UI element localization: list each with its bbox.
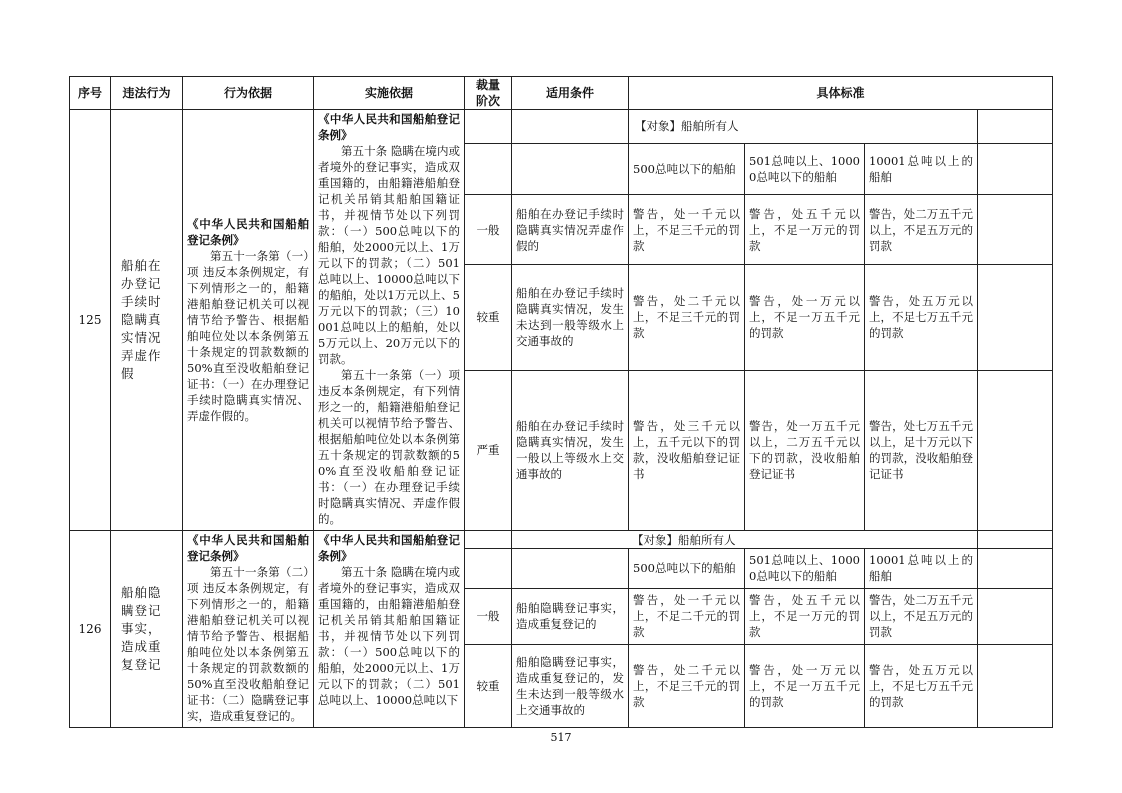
violation-act: 船舶隐瞒登记事实，造成重复登记 <box>121 585 162 672</box>
basis-title: 《中华人民共和国船舶登记条例》 <box>187 217 309 247</box>
header-impl: 实施依据 <box>314 77 465 110</box>
standard-tier-2: 警告，处五千元以上，不足一万元的罚款 <box>749 593 860 640</box>
header-row <box>70 77 1053 110</box>
header-basis: 行为依据 <box>183 77 314 110</box>
level-label: 严重 <box>465 370 512 530</box>
condition-text: 船舶隐瞒登记事实，造成重复登记的 <box>516 601 624 632</box>
standard-tier-2: 警告，处一万元以上，不足一万五千元的罚款 <box>749 663 860 710</box>
basis-title: 《中华人民共和国船舶登记条例》 <box>187 533 309 563</box>
condition-text: 船舶在办登记手续时隐瞒真实情况，发生一般以上等级水上交通事故的 <box>516 419 624 482</box>
standard-tier-1: 警告，处二千元以上，不足三千元的罚款 <box>633 663 740 710</box>
penalty-standards-table <box>69 76 1053 728</box>
standard-tier-3: 警告，处五万元以上，不足七万五千元的罚款 <box>869 294 973 341</box>
standard-tier-1: 警告，处二千元以上，不足三千元的罚款 <box>633 294 740 341</box>
level-label: 较重 <box>465 265 512 371</box>
condition-text: 船舶隐瞒登记事实，造成重复登记的，发生未达到一般等级水上交通事故的 <box>516 655 624 718</box>
tier-2: 501总吨以上、10000总吨以下的船舶 <box>749 553 860 584</box>
table-row <box>70 531 1053 549</box>
standard-tier-2: 警告，处一万元以上，不足一万五千元的罚款 <box>749 294 860 341</box>
row-number: 126 <box>70 531 111 728</box>
header-level: 裁量 阶次 <box>465 77 512 110</box>
violation-act: 船舶在办登记手续时隐瞒真实情况弄虚作假 <box>121 258 162 381</box>
condition-text: 船舶在办登记手续时隐瞒真实情况，发生未达到一般等级水上交通事故的 <box>516 286 624 349</box>
object-label: 【对象】船舶所有人 <box>635 119 739 134</box>
header-act: 违法行为 <box>111 77 183 110</box>
basis-body: 第五十一条第（一）项 违反本条例规定，有下列情形之一的，船籍港船舶登记机关可以视情节给予警告、根据船舶吨位处以本条例第五十条规定的罚款数额的50%直至没收船舶登记证书：（一）在办理登记手续时隐瞒真实情况、弄虚作假的。 <box>187 249 309 423</box>
object-label: 【对象】船舶所有人 <box>632 532 736 547</box>
tier-1: 500总吨以下的船舶 <box>633 162 736 177</box>
standard-tier-3: 警告，处二万五千元以上，不足五万元的罚款 <box>869 593 973 640</box>
header-no: 序号 <box>70 77 111 110</box>
standard-tier-3: 警告，处五万元以上，不足七万五千元的罚款 <box>869 663 973 710</box>
basis-body: 第五十一条第（二）项 违反本条例规定，有下列情形之一的，船籍港船舶登记机关可以视情节给予警告、根据船舶吨位处以本条例第五十条规定的罚款数额的50%直至没收船舶登记证书：（二）隐瞒登记事实，造成重复登记的。 <box>187 565 309 723</box>
standard-tier-1: 警告，处一千元以上，不足二千元的罚款 <box>633 593 740 640</box>
tier-3: 10001总吨以上的船舶 <box>869 154 973 185</box>
header-std: 具体标准 <box>629 77 1053 110</box>
tier-1: 500总吨以下的船舶 <box>633 561 736 576</box>
standard-tier-3: 警告，处二万五千元以上，不足五万元的罚款 <box>869 206 973 253</box>
impl-title: 《中华人民共和国船舶登记条例》 <box>318 112 460 142</box>
impl-article-51: 第五十一条第（一）项 违反本条例规定，有下列情形之一的，船籍港船舶登记机关可以视情节给予警告、根据船舶吨位处以本条例第五十条规定的罚款数额的50%直至没收船舶登记证书：（一）在办理登记手续时隐瞒真实情况、弄虚作假的。 <box>318 368 460 526</box>
tier-2: 501总吨以上、10000总吨以下的船舶 <box>749 154 860 185</box>
impl-title: 《中华人民共和国船舶登记条例》 <box>318 533 460 563</box>
impl-article-50: 第五十条 隐瞒在境内或者境外的登记事实，造成双重国籍的，由船籍港船舶登记机关吊销其船舶国籍证书，并视情节处以下列罚款：（一）500总吨以下的船舶，处2000元以上、1万元以下的罚款；（二）501总吨以上、10000总吨以下的船舶，处以1万元以上、5万元以下的罚款；（三）10001总吨以上的船舶，处以5万元以上、20万元以下的罚款。 <box>318 144 460 366</box>
tier-3: 10001总吨以上的船舶 <box>869 553 973 584</box>
standard-tier-2: 警告，处五千元以上，不足一万元的罚款 <box>749 206 860 253</box>
table-row <box>70 110 1053 144</box>
row-number: 125 <box>70 110 111 531</box>
page-number: 517 <box>550 731 572 744</box>
level-label: 一般 <box>465 195 512 265</box>
condition-text: 船舶在办登记手续时隐瞒真实情况弄虚作假的 <box>516 206 624 253</box>
impl-article-50: 第五十条 隐瞒在境内或者境外的登记事实，造成双重国籍的，由船籍港船舶登记机关吊销其船舶国籍证书，并视情节处以下列罚款：（一）500总吨以下的船舶，处2000元以上、1万元以下的罚款；（二）501总吨以上、10000总吨以下 <box>318 565 460 707</box>
standard-tier-1: 警告，处三千元以上，五千元以下的罚款，没收船舶登记证书 <box>633 419 740 482</box>
level-label: 较重 <box>465 645 512 728</box>
standard-tier-3: 警告，处七万五千元以上，足十万元以下的罚款，没收船舶登记证书 <box>869 419 973 482</box>
level-label: 一般 <box>465 588 512 645</box>
standard-tier-1: 警告，处一千元以上，不足三千元的罚款 <box>633 206 740 253</box>
standard-tier-2: 警告，处一万五千元以上，二万五千元以下的罚款，没收船舶登记证书 <box>749 419 860 482</box>
header-cond: 适用条件 <box>512 77 629 110</box>
